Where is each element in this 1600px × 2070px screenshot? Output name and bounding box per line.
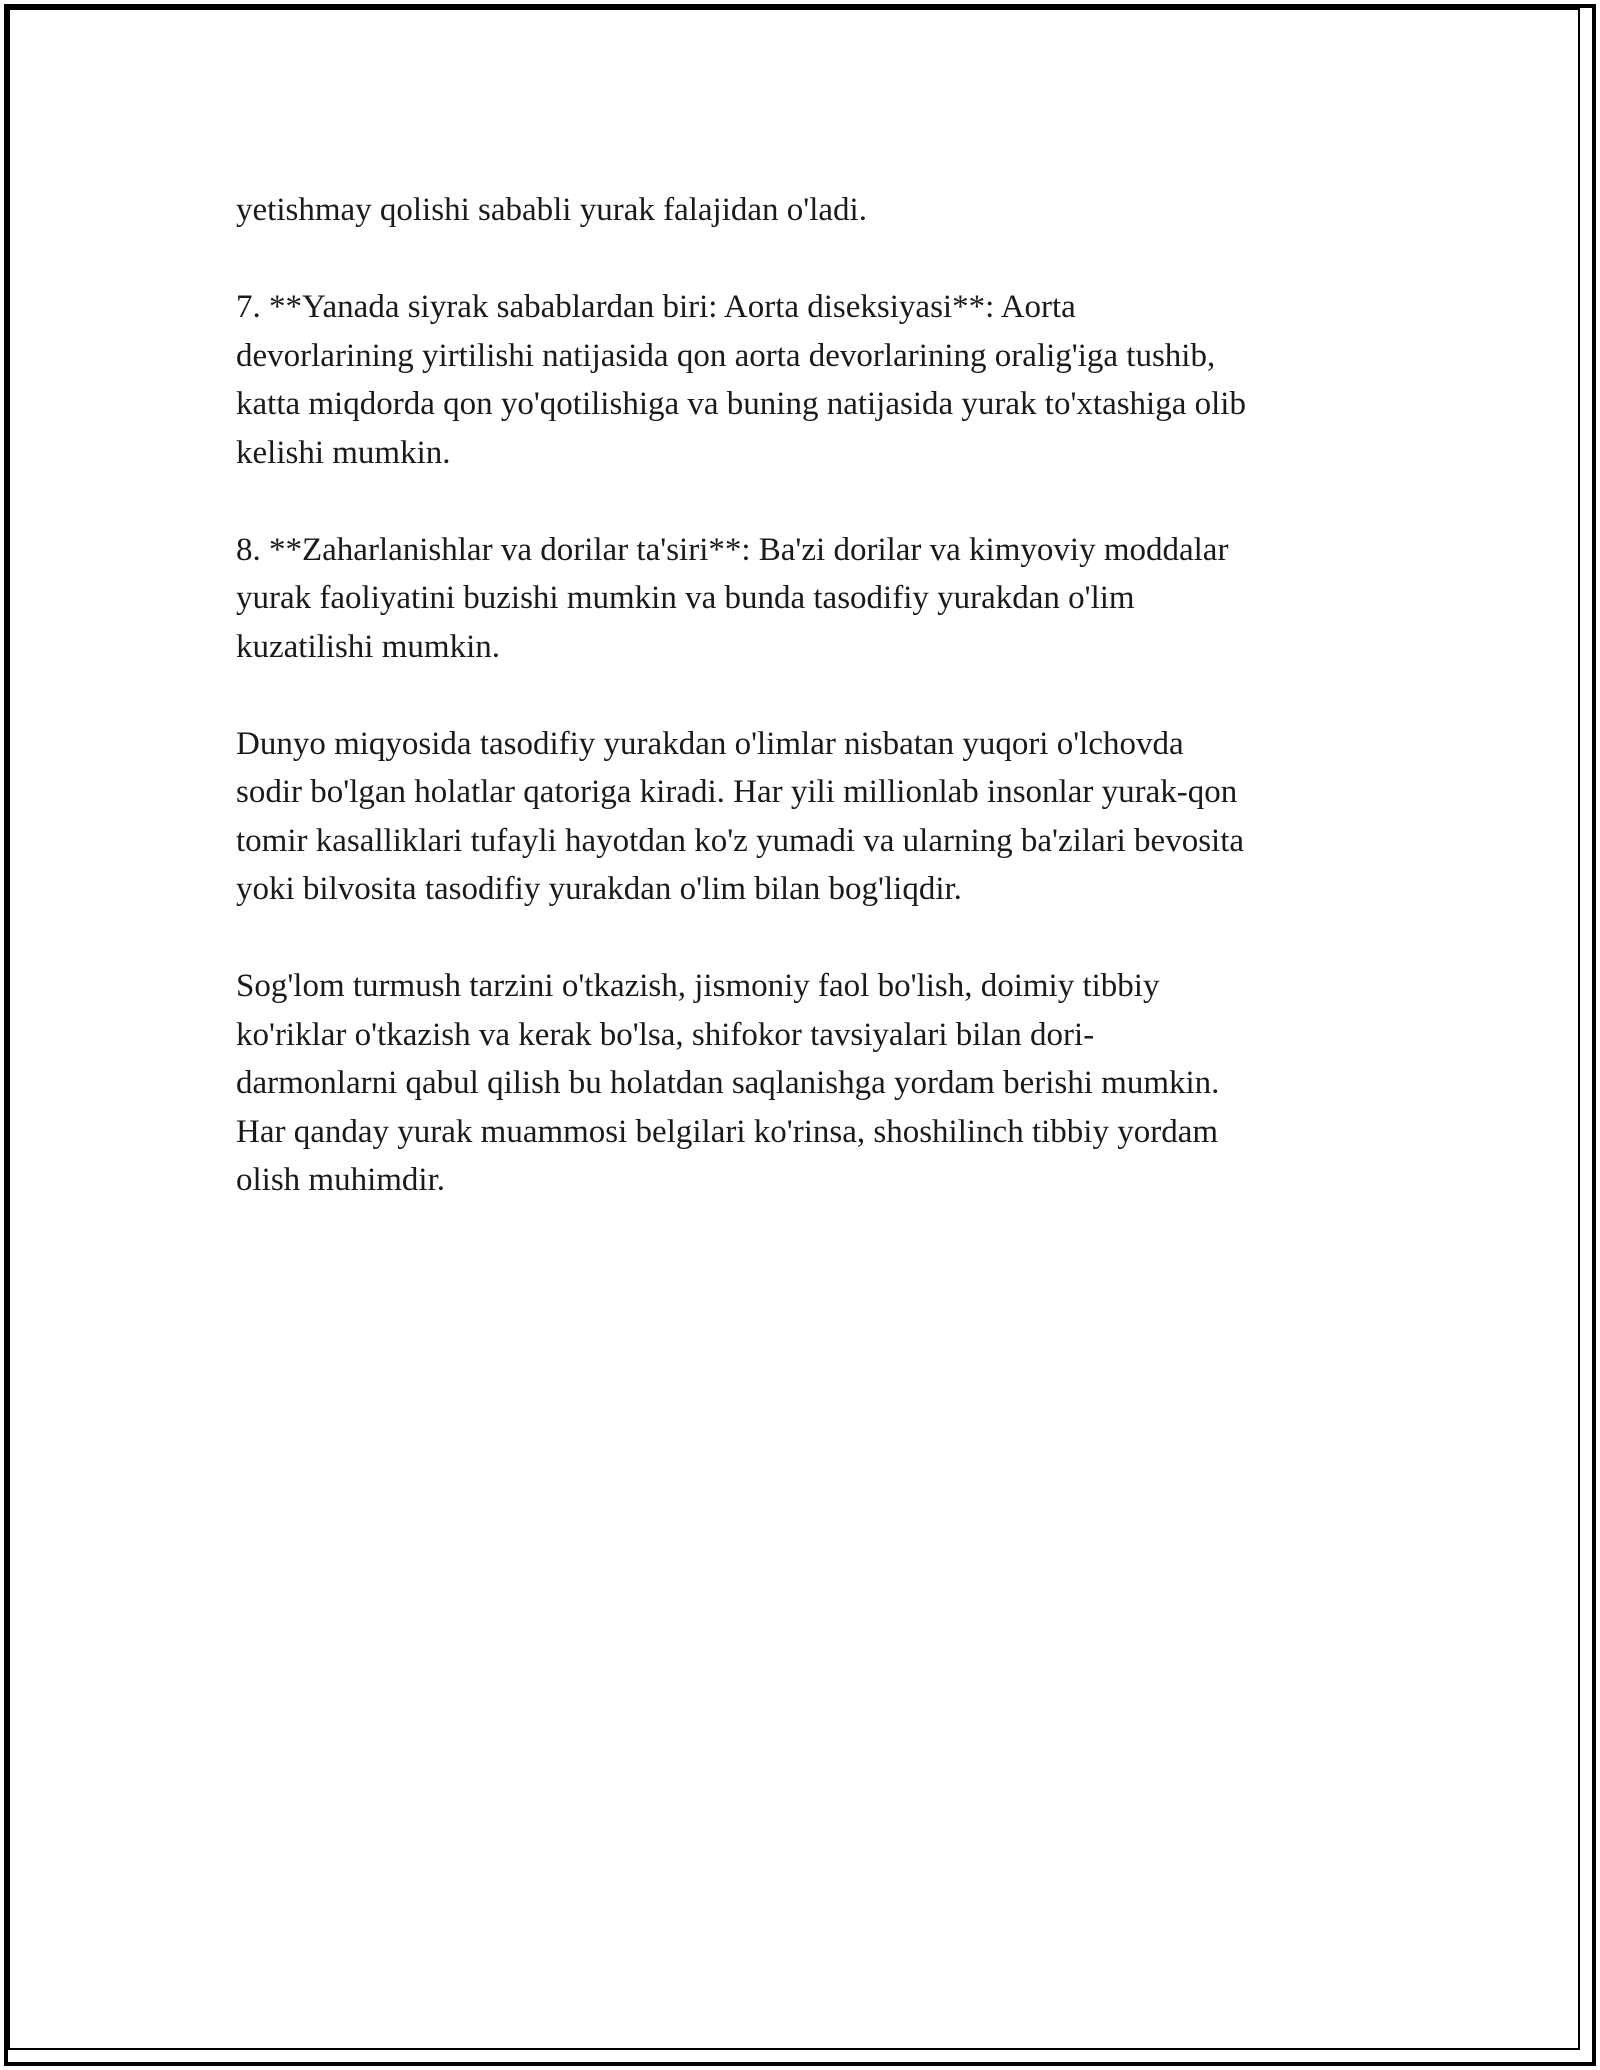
text-line: katta miqdorda qon yo'qotilishiga va buning natijasida yurak to'xtashiga olib <box>236 386 1246 422</box>
text-line: Har qanday yurak muammosi belgilari ko'rinsa, shoshilinch tibbiy yordam <box>236 1113 1219 1150</box>
text-line: devorlarining yirtilishi natijasida qon aorta devorlarining oralig'iga tushib, <box>236 337 1216 374</box>
text-line: olish muhimdir. <box>236 1162 446 1198</box>
text-line: tomir kasalliklari tufayli hayotdan ko'z yumadi va ularning ba'zilari bevosita <box>236 822 1245 859</box>
text-line: yurak faoliyatini buzishi mumkin va bunda tasodifiy yurakdan o'lim <box>236 580 1135 616</box>
document-body <box>236 186 1376 1253</box>
paragraph-item-7 <box>236 283 1376 477</box>
text-line: ko'riklar o'tkazish va kerak bo'lsa, shifokor tavsiyalari bilan dori- <box>236 1016 1095 1053</box>
paragraph-statistics <box>236 720 1376 914</box>
text-line: sodir bo'lgan holatlar qatoriga kiradi. Har yili millionlab insonlar yurak-qon <box>236 774 1238 810</box>
text-line: kuzatilishi mumkin. <box>236 628 500 665</box>
paragraph-prevention <box>236 962 1376 1205</box>
text-line: Dunyo miqyosida tasodifiy yurakdan o'limlar nisbatan yuqori o'lchovda <box>236 725 1184 762</box>
text-line: 8. **Zaharlanishlar va dorilar ta'siri**: Ba'zi dorilar va kimyoviy moddalar <box>236 531 1229 568</box>
text-line: 7. **Yanada siyrak sabablardan biri: Aorta diseksiyasi**: Aorta <box>236 289 1076 325</box>
paragraph-continuation <box>236 186 1376 235</box>
text-line: kelishi mumkin. <box>236 434 451 471</box>
text-line: yetishmay qolishi sababli yurak falajidan o'ladi. <box>236 192 867 228</box>
text-line: Sog'lom turmush tarzini o'tkazish, jismoniy faol bo'lish, doimiy tibbiy <box>236 968 1160 1004</box>
paragraph-item-8 <box>236 526 1376 672</box>
text-line: darmonlarni qabul qilish bu holatdan saqlanishga yordam berishi mumkin. <box>236 1065 1220 1101</box>
text-line: yoki bilvosita tasodifiy yurakdan o'lim bilan bog'liqdir. <box>236 871 962 907</box>
